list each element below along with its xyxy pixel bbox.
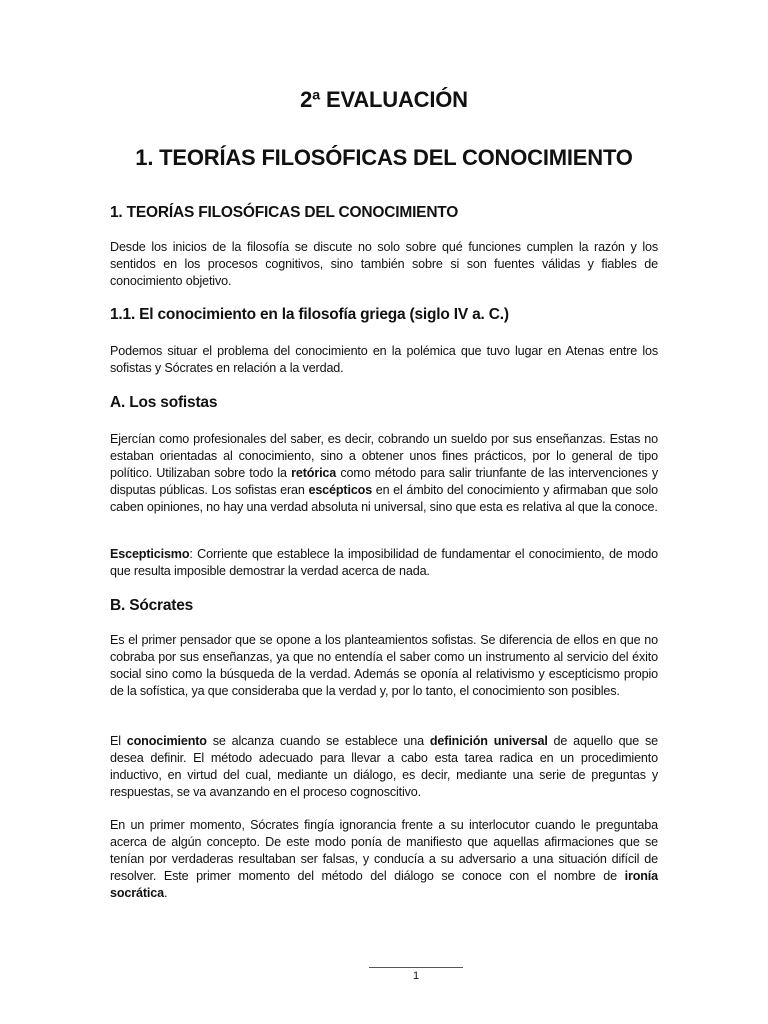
section-title: 1. TEORÍAS FILOSÓFICAS DEL CONOCIMIENTO (110, 204, 459, 221)
document-title: 2ª EVALUACIÓN (300, 87, 468, 112)
subsection-title: 1.1. El conocimiento en la filosofía griega (siglo IV a. C.) (110, 306, 509, 323)
socrates-heading: B. Sócrates (110, 597, 194, 614)
footer-rule (369, 967, 463, 968)
definicion-universal-term: definición universal (429, 734, 548, 748)
retorica-term: retórica (291, 466, 337, 481)
socrates-paragraph-1: Es el primer pensador que se opone a los planteamientos sofistas. Se diferencia de ellos en que no cobraba por sus enseñanzas, ya que no entendía el saber como un instrumento al servicio del éxito social sino como la búsqueda de la verdad. Además se oponía al relativismo y escepticismo propio de la sofística, ya que consideraba que la verdad y, por lo tanto, el conocimiento son posibles. (110, 633, 658, 699)
escepticos-term: escépticos (308, 483, 373, 498)
intro-paragraph: Desde los inicios de la filosofía se discute no solo sobre qué funciones cumplen la razón y los sentidos en los procesos cognitivos, sino también sobre si son fuentes válidas y fiables de conocimiento objetivo. (110, 240, 658, 289)
page-number: 1 (412, 970, 420, 982)
sofistas-heading: A. Los sofistas (110, 394, 218, 411)
escepticismo-definition: Escepticismo: Corriente que establece la imposibilidad de fundamentar el conocimiento, de modo que resulta imposible demostrar la verdad acerca de nada. (110, 547, 658, 579)
socrates-paragraph-2: El conocimiento se alcanza cuando se establece una definición universal de aquello que se desea definir. El método adecuado para llevar a cabo esta tarea radica en un procedimiento inductivo, en virtud del cual, mediante un diálogo, es decir, mediante una serie de preguntas y respuestas, se va avanzando en el proceso cognoscitivo. (110, 734, 659, 800)
subsection-paragraph: Podemos situar el problema del conocimiento en la polémica que tuvo lugar en Atenas entre los sofistas y Sócrates en relación a la verdad. (110, 344, 658, 376)
escepticismo-term: Escepticismo (110, 547, 190, 561)
conocimiento-term: conocimiento (126, 734, 207, 748)
ironia-socratica-term: ironía socrática (110, 869, 658, 901)
socrates-paragraph-3: En un primer momento, Sócrates fingía ignorancia frente a su interlocutor cuando le preguntaba acerca de algún concepto. De este modo ponía de manifiesto que aquellas afirmaciones que se tenían por verdaderas resultaban ser falsas, y conducía a su adversario a una situación difícil de resolver. Este primer momento del método del diálogo se conoce con el nombre de ironía socrática. (110, 818, 658, 901)
sofistas-paragraph: Ejercían como profesionales del saber, es decir, cobrando un sueldo por sus enseñanzas. Estas no estaban orientadas al conocimiento, sino a obtener unos fines prácticos, por lo general de tipo político. Utilizaban sobre todo la retórica como método para salir triunfante de las intervenciones y disputas públicas. Los sofistas eran escépticos en el ámbito del conocimiento y afirmaban que solo caben opiniones, no hay una verdad absoluta ni universal, sino que esta es relativa al que la conoce. (110, 432, 659, 515)
chapter-title: 1. TEORÍAS FILOSÓFICAS DEL CONOCIMIENTO (135, 145, 633, 170)
